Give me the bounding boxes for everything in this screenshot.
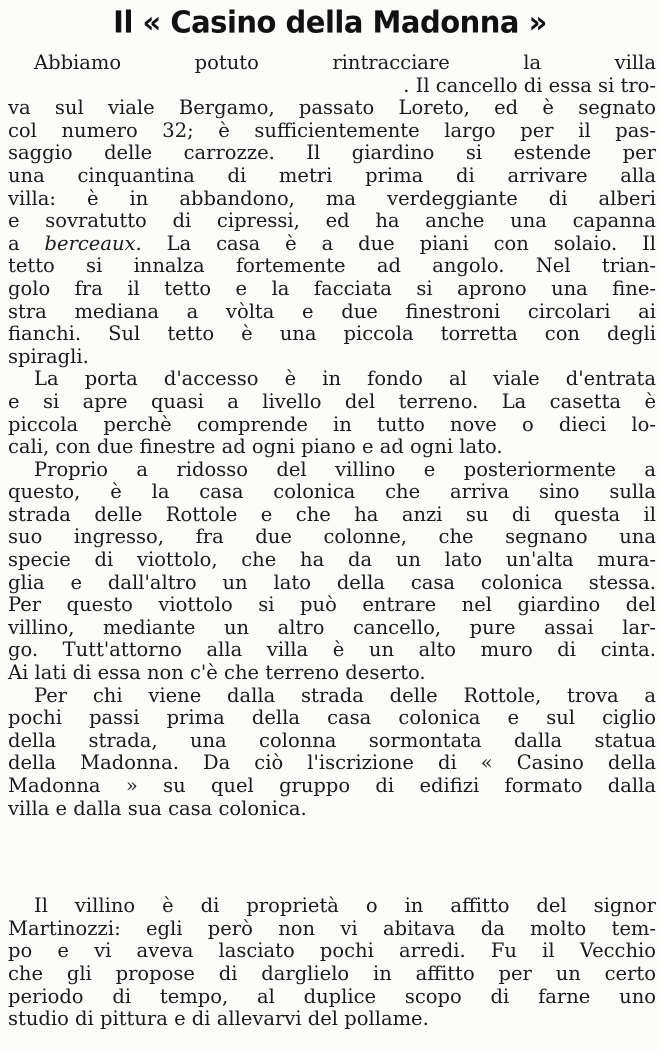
text-line: della Madonna. Da ciò l'iscrizione di « Casino della [8, 751, 656, 775]
text-line: Per questo viottolo si può entrare nel giardino del [8, 593, 656, 617]
text-line: golo fra il tetto e la facciata si aprono una fine- [8, 276, 656, 300]
text-line: che gli propose di darglielo in affitto per un certo [8, 961, 656, 985]
paragraph-3 [8, 459, 656, 685]
text-line: cali, con due finestre ad ogni piano e ad ogni lato. [8, 435, 503, 459]
article-body [8, 52, 656, 1031]
paragraph-1 [8, 52, 656, 368]
text-fragment: . La casa è a due piani con solaio. Il [135, 231, 657, 255]
text-line: villa: è in abbandono, ma verdeggiante di alberi [8, 186, 656, 210]
text-line: e si apre quasi a livello del terreno. La casetta è [8, 389, 656, 413]
text-line: . Il cancello di essa si tro- [403, 73, 656, 97]
text-line: strada delle Rottole e che ha anzi su di questa il [8, 502, 656, 526]
text-line: periodo di tempo, al duplice scopo di farne uno [8, 984, 656, 1008]
text-line: pochi passi prima della casa colonica e sul ciglio [8, 706, 656, 730]
text-line: La porta d'accesso è in fondo al viale d'entrata [34, 367, 656, 391]
text-line: studio di pittura e di allevarvi del pollame. [8, 1007, 429, 1031]
text-line: della strada, una colonna sormontata dalla statua [8, 728, 656, 752]
paragraph-5 [8, 895, 656, 1031]
text-line: specie di viottolo, che ha da un lato un'alta mura- [8, 548, 656, 572]
text-line: go. Tutt'attorno alla villa è un alto muro di cinta. [8, 638, 656, 662]
text-line: villa e dalla sua casa colonica. [8, 796, 307, 820]
column-gap [8, 820, 656, 895]
text-line: piccola perchè comprende in tutto nove o dieci lo- [8, 412, 656, 436]
text-line: e sovratutto di cipressi, ed ha anche una capanna [8, 209, 656, 233]
text-line: Proprio a ridosso del villino e posteriormente a [34, 457, 656, 481]
text-line: col numero 32; è sufficientemente largo per il pas- [8, 118, 656, 142]
text-line: Madonna » su quel gruppo di edifizi formato dalla [8, 774, 656, 797]
text-line: po e vi aveva lasciato pochi arredi. Fu il Vecchio [8, 939, 656, 963]
text-line: saggio delle carrozze. Il giardino si estende per [8, 141, 656, 165]
text-line: va sul viale Bergamo, passato Loreto, ed è segnato [8, 96, 656, 120]
text-line: Ai lati di essa non c'è che terreno deserto. [8, 661, 426, 685]
text-line: stra mediana a vòlta e due finestroni circolari ai [8, 299, 656, 323]
text-line: Per chi viene dalla strada delle Rottole, trova a [34, 683, 656, 707]
text-line: Il villino è di proprietà o in affitto del signor [34, 894, 656, 918]
text-line: spiragli. [8, 344, 89, 368]
text-line: questo, è la casa colonica che arriva sino sulla [8, 480, 656, 504]
text-line: villino, mediante un altro cancello, pure assai lar- [8, 615, 656, 639]
text-line [8, 233, 656, 256]
article-title: Il « Casino della Madonna » [113, 4, 547, 40]
text-line: glia e dall'altro un lato della casa colonica stessa. [8, 570, 656, 594]
text-line: Abbiamo potuto rintracciare la villa [34, 51, 656, 74]
paragraph-4 [8, 685, 656, 821]
text-fragment: a [8, 231, 20, 255]
text-line: una cinquantina di metri prima di arrivare alla [8, 163, 656, 187]
text-line: suo ingresso, fra due colonne, che segnano una [8, 525, 656, 549]
text-line: fianchi. Sul tetto è una piccola torretta con degli [8, 322, 656, 346]
italic-word: berceaux [44, 231, 136, 255]
paragraph-2 [8, 368, 656, 458]
text-line: Martinozzi: egli però non vi abitava da molto tem- [8, 916, 656, 940]
text-line: tetto si innalza fortemente ad angolo. Nel trian- [8, 254, 656, 278]
